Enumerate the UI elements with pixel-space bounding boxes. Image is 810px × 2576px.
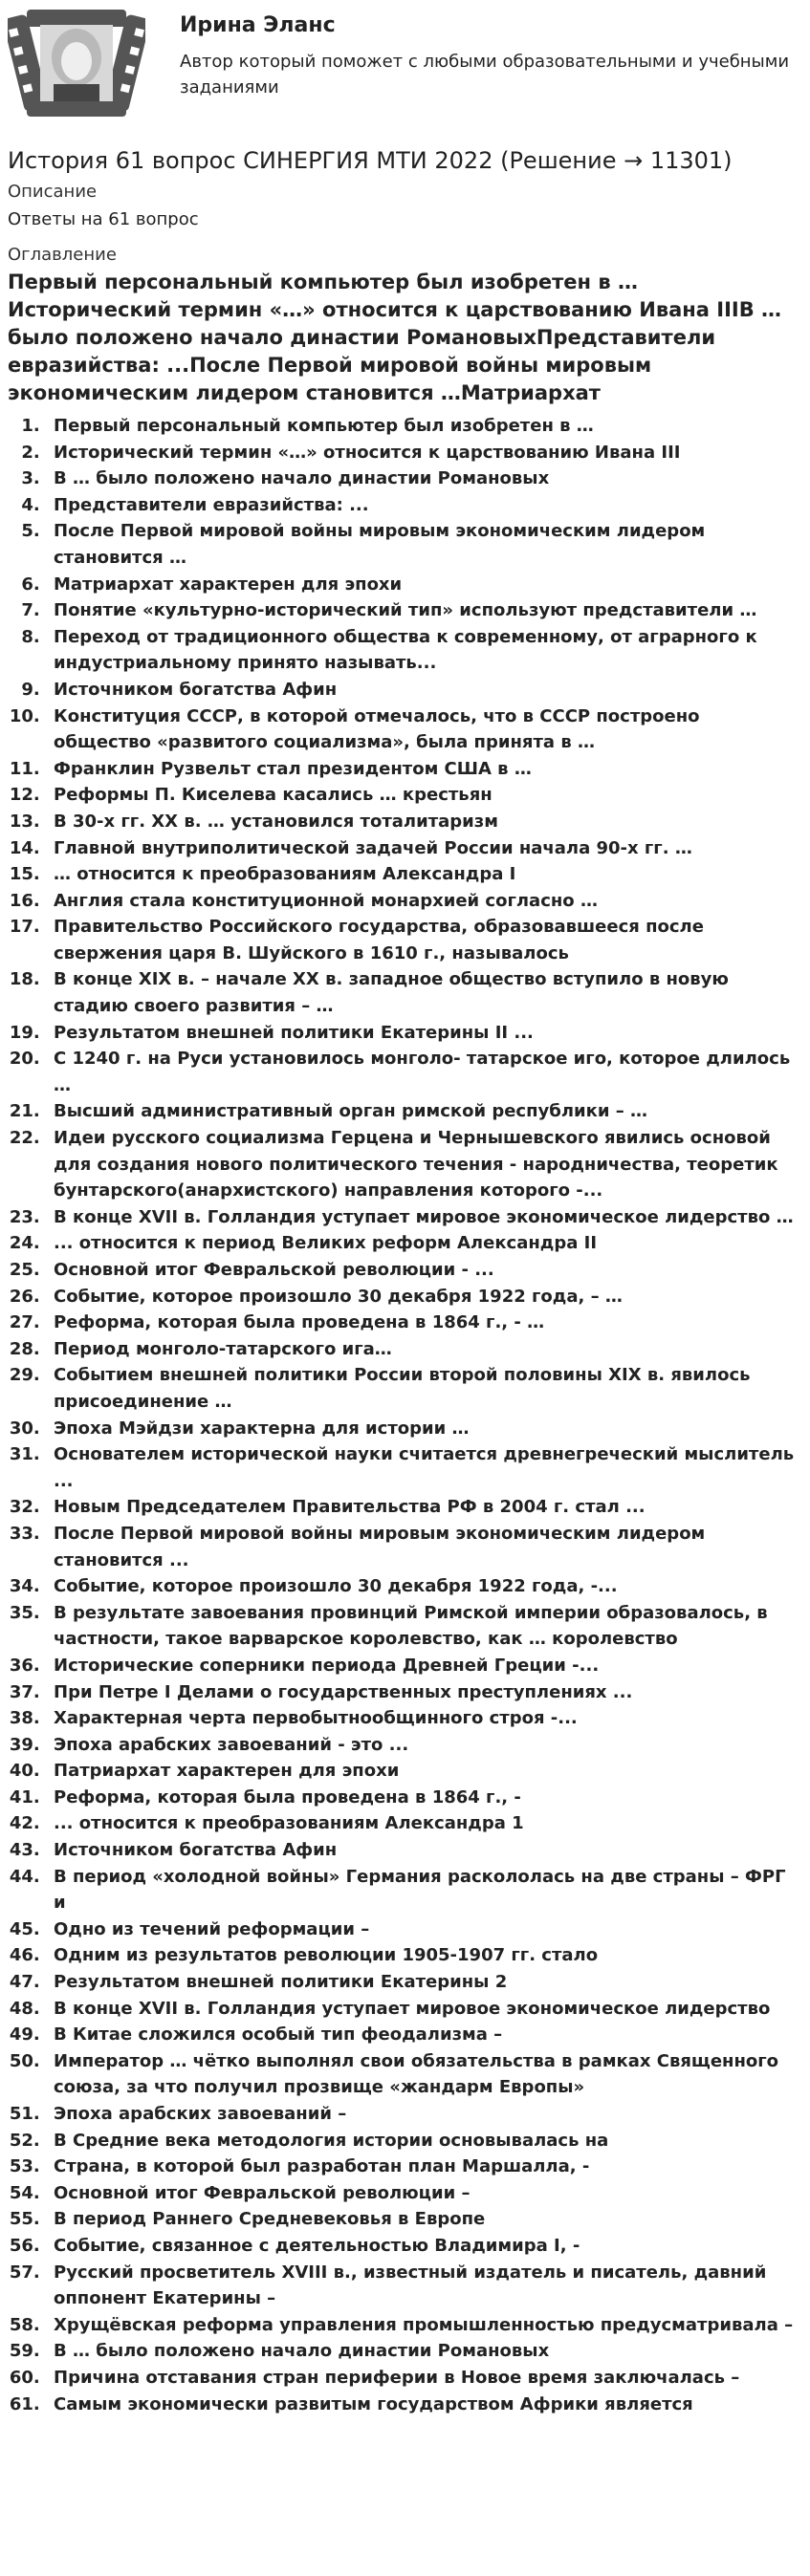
author-description: Автор который поможет с любыми образовательными и учебными заданиями (180, 52, 790, 97)
question-item: 27. Реформа, которая была проведена в 1864 г., - … (46, 1310, 799, 1336)
question-item: 47. Результатом внешней политики Екатерины 2 (46, 1969, 799, 1996)
toc-label: Оглавление (8, 245, 117, 265)
question-item: 50. Император … чётко выполнял свои обязательства в рамках Священного союза, за что получил прозвище «жандарм Европы» (46, 2048, 799, 2101)
question-item: 56. Событие, связанное с деятельностью Владимира I, - (46, 2233, 799, 2260)
author-name[interactable]: Ирина Эланс (180, 13, 336, 37)
question-item: 31. Основателем исторической науки считается древнегреческий мыслитель ... (46, 1441, 799, 1494)
question-item: 8. Переход от традиционного общества к современному, от аграрного к индустриальному принято называть... (46, 624, 799, 677)
question-item: 13. В 30-х гг. XX в. … установился тоталитаризм (46, 809, 799, 835)
description-label: Описание (8, 182, 98, 202)
question-item: 24. ... относится к период Великих реформ Александра II (46, 1230, 799, 1257)
question-item: 48. В конце XVII в. Голландия уступает мировое экономическое лидерство (46, 1996, 799, 2023)
question-item: 60. Причина отставания стран периферии в Новое время заключалась – (46, 2365, 799, 2392)
question-item: 19. Результатом внешней политики Екатерины II ... (46, 1020, 799, 1047)
question-item: 25. Основной итог Февральской революции - ... (46, 1257, 799, 1284)
author-avatar[interactable] (8, 8, 145, 119)
page-title: История 61 вопрос СИНЕРГИЯ МТИ 2022 (Решение → 11301) (8, 147, 733, 174)
question-item: 41. Реформа, которая была проведена в 1864 г., - (46, 1785, 799, 1811)
question-item: 18. В конце XIX в. – начале XX в. западное общество вступило в новую стадию своего развития – … (46, 966, 799, 1019)
question-item: 59. В … было положено начало династии Романовых (46, 2338, 799, 2365)
question-item: 43. Источником богатства Афин (46, 1837, 799, 1864)
question-item: 28. Период монголо-татарского ига… (46, 1336, 799, 1363)
question-item: 61. Самым экономически развитым государством Африки является (46, 2392, 799, 2418)
question-item: 5. После Первой мировой войны мировым экономическим лидером становится … (46, 518, 799, 571)
question-item: 49. В Китае сложился особый тип феодализма – (46, 2022, 799, 2048)
question-item: 42. ... относится к преобразованиям Александра 1 (46, 1810, 799, 1837)
question-item: 36. Исторические соперники периода Древней Греции -... (46, 1653, 799, 1679)
question-item: 38. Характерная черта первобытнообщинного строя -... (46, 1705, 799, 1732)
question-item: 52. В Средние века методология истории основывалась на (46, 2128, 799, 2154)
question-item: 32. Новым Председателем Правительства РФ в 2004 г. стал ... (46, 1494, 799, 1521)
question-item: 54. Основной итог Февральской революции – (46, 2180, 799, 2207)
question-item: 55. В период Раннего Средневековья в Европе (46, 2206, 799, 2233)
question-item: 58. Хрущёвская реформа управления промышленностью предусматривала – (46, 2312, 799, 2339)
question-item: 3. В … было положено начало династии Романовых (46, 465, 799, 492)
question-item: 15. … относится к преобразованиям Александра I (46, 861, 799, 888)
question-item: 1. Первый персональный компьютер был изобретен в … (46, 413, 799, 440)
question-item: 35. В результате завоевания провинций Римской империи образовалось, в частности, такое варварское королевство, как … королевство (46, 1600, 799, 1653)
question-item: 10. Конституция СССР, в которой отмечалось, что в СССР построено общество «развитого социализма», была принята в … (46, 704, 799, 756)
question-item: 40. Патриархат характерен для эпохи (46, 1758, 799, 1785)
author-block (8, 8, 799, 122)
question-item: 6. Матриархат характерен для эпохи (46, 572, 799, 598)
question-item: 4. Представители евразийства: ... (46, 492, 799, 519)
question-item: 22. Идеи русского социализма Герцена и Чернышевского явились основой для создания нового политического течения - народничества, теоретик бунтарского(анархистского) направления которого -... (46, 1125, 799, 1204)
question-item: 29. Событием внешней политики России второй половины XIX в. явилось присоединение … (46, 1362, 799, 1415)
question-item: 30. Эпоха Мэйдзи характерна для истории … (46, 1416, 799, 1442)
question-item: 51. Эпоха арабских завоеваний – (46, 2101, 799, 2128)
question-item: 7. Понятие «культурно-исторический тип» используют представители … (46, 597, 799, 624)
question-list (8, 413, 799, 2417)
question-item: 53. Страна, в которой был разработан план Маршалла, - (46, 2154, 799, 2180)
question-item: 2. Исторический термин «…» относится к царствованию Ивана III (46, 440, 799, 466)
question-item: 37. При Петре I Делами о государственных преступлениях ... (46, 1679, 799, 1706)
question-item: 17. Правительство Российского государства, образовавшееся после свержения царя В. Шуйского в 1610 г., называлось (46, 914, 799, 966)
question-item: 39. Эпоха арабских завоеваний - это ... (46, 1732, 799, 1759)
question-item: 57. Русский просветитель XVIII в., известный издатель и писатель, давний оппонент Екатерины – (46, 2260, 799, 2312)
question-item: 34. Событие, которое произошло 30 декабря 1922 года, -... (46, 1573, 799, 1600)
question-item: 33. После Первой мировой войны мировым экономическим лидером становится ... (46, 1521, 799, 1573)
question-item: 12. Реформы П. Киселева касались … крестьян (46, 782, 799, 809)
question-item: 9. Источником богатства Афин (46, 677, 799, 704)
question-item: 21. Высший административный орган римской республики – … (46, 1098, 799, 1125)
question-item: 26. Событие, которое произошло 30 декабря 1922 года, – … (46, 1284, 799, 1310)
question-item: 46. Одним из результатов революции 1905-1907 гг. стало (46, 1942, 799, 1969)
question-item: 11. Франклин Рузвельт стал президентом США в … (46, 756, 799, 783)
toc-heading: Первый персональный компьютер был изобретен в …Исторический термин «…» относится к царствованию Ивана IIIВ … было положено начало династии РомановыхПредставители евразийства: ...После Первой мировой войны мировым экономическим лидером становится …Матриархат (8, 271, 782, 404)
question-item: 44. В период «холодной войны» Германия раскололась на две страны – ФРГ и (46, 1864, 799, 1916)
question-item: 20. С 1240 г. на Руси установилось монголо- татарское иго, которое длилось … (46, 1046, 799, 1098)
question-item: 16. Англия стала конституционной монархией согласно … (46, 888, 799, 915)
question-item: 14. Главной внутриполитической задачей России начала 90-х гг. … (46, 835, 799, 862)
question-item: 45. Одно из течений реформации – (46, 1916, 799, 1943)
description-text: Ответы на 61 вопрос (8, 209, 199, 229)
question-item: 23. В конце XVII в. Голландия уступает мировое экономическое лидерство … (46, 1204, 799, 1231)
